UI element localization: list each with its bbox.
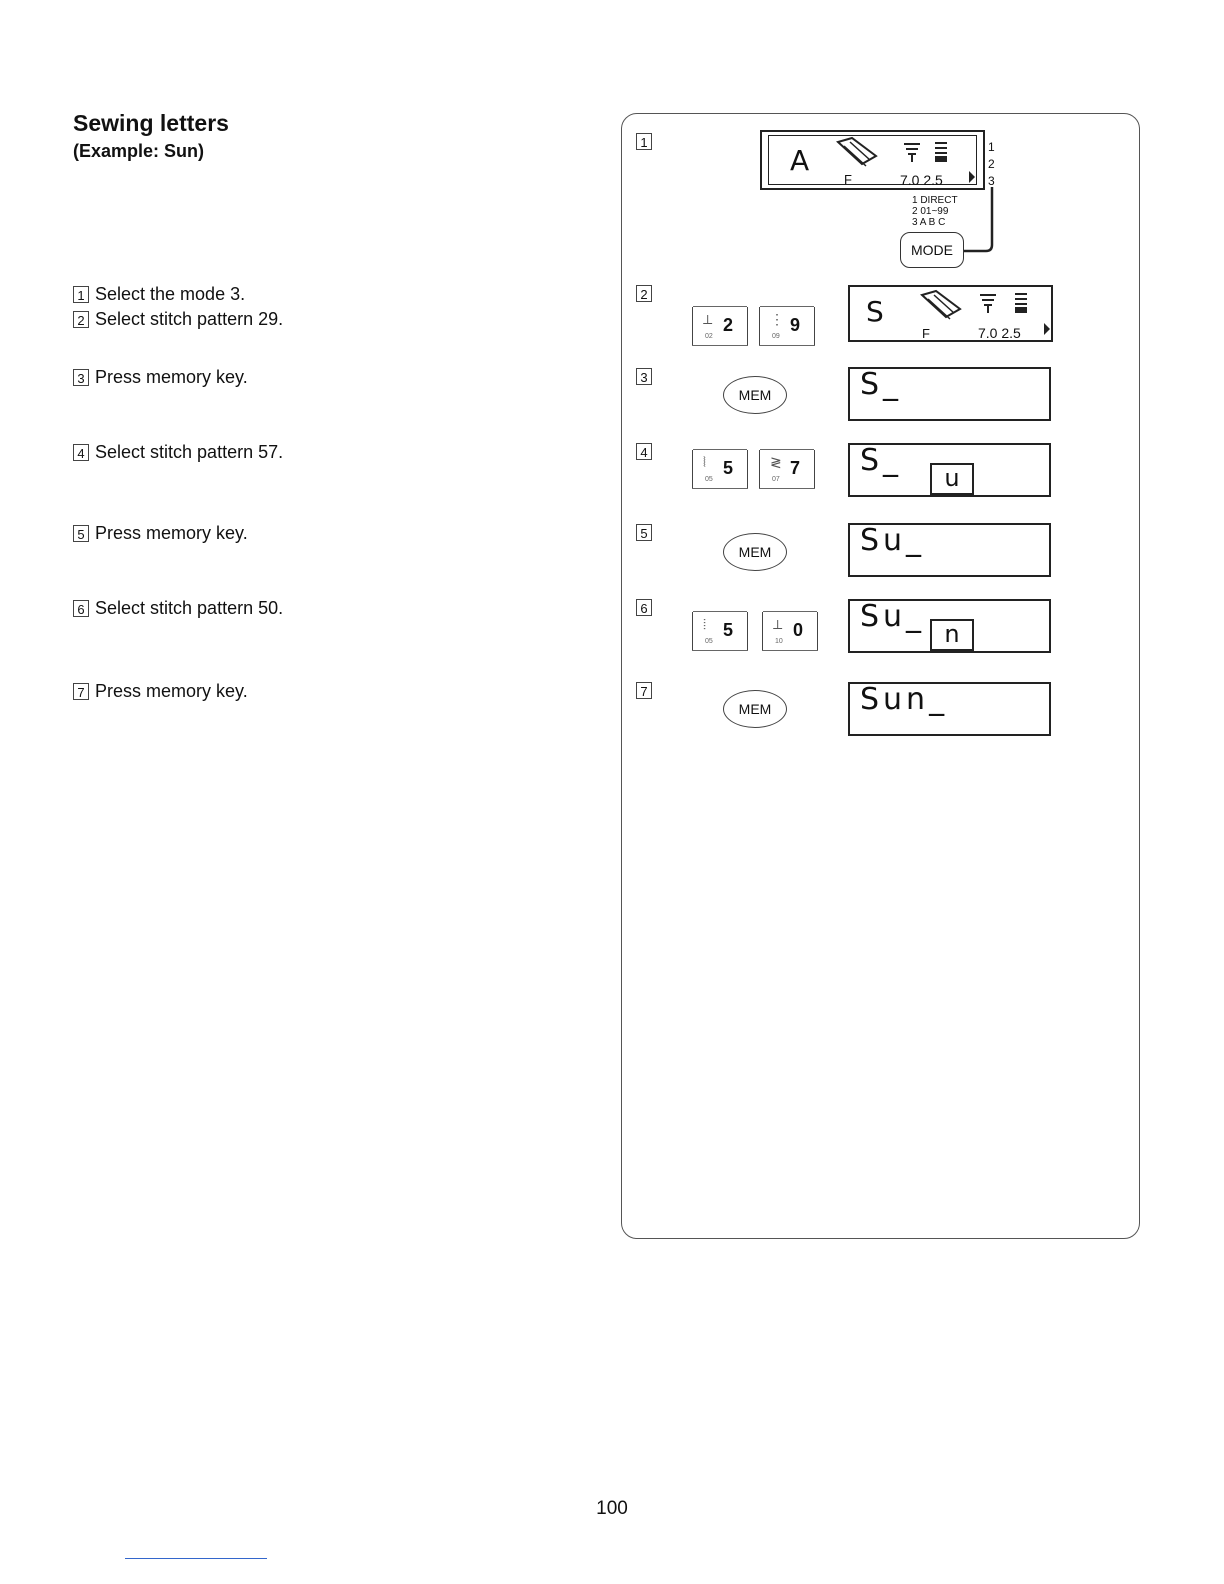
- step-4: [73, 442, 283, 463]
- key-subnumber: 05: [705, 638, 713, 645]
- key-digit: 5: [723, 458, 734, 478]
- illustration-panel: [621, 113, 1140, 1239]
- mode-legend-line: 3 A B C: [912, 217, 946, 228]
- pattern-key[interactable]: [692, 450, 748, 488]
- zigzag-stitch-icon: ⦙: [703, 616, 707, 632]
- straight-stitch-icon: ⟂: [703, 311, 713, 327]
- memory-key-button[interactable]: MEM: [723, 690, 787, 728]
- step-number: 5: [73, 525, 89, 542]
- pattern-key[interactable]: [762, 612, 818, 650]
- mode-number: 1: [988, 140, 995, 154]
- stitch-values: 7.0 2.5: [900, 172, 943, 188]
- figure-step-number: 6: [636, 599, 652, 616]
- mode-legend-line: 2 01~99: [912, 206, 949, 217]
- mode-number: 2: [988, 157, 995, 171]
- step-number: 6: [73, 600, 89, 617]
- mode-legend-line: 1 DIRECT: [912, 195, 958, 206]
- stitch-values: 7.0 2.5: [978, 325, 1021, 341]
- step-text: Press memory key.: [95, 367, 248, 387]
- presser-foot-icon: [916, 289, 966, 329]
- step-text: Select stitch pattern 50.: [95, 598, 284, 618]
- step-number: 7: [73, 683, 89, 700]
- stitch-width-icon: [902, 142, 922, 164]
- zigzag-stitch-icon: ⦚: [703, 454, 706, 470]
- mode-button[interactable]: MODE: [900, 232, 964, 268]
- key-digit: 0: [793, 620, 804, 640]
- figure-step-number: 5: [636, 524, 652, 541]
- step-2: [73, 309, 283, 330]
- key-subnumber: 09: [772, 333, 780, 340]
- pattern-key[interactable]: [692, 307, 748, 345]
- stitch-length-icon: [1014, 291, 1028, 315]
- key-digit: 9: [790, 315, 801, 335]
- lcd-text-display: [848, 443, 1051, 497]
- stitch-length-icon: [934, 140, 948, 164]
- mode-leader-line: [960, 185, 1000, 260]
- lcd-display-pattern: [848, 285, 1053, 342]
- lcd-text-display: [848, 599, 1051, 653]
- next-character-box: n: [930, 619, 974, 651]
- step-1: [73, 284, 245, 305]
- mode-number-list: [988, 139, 995, 190]
- memory-key-button[interactable]: MEM: [723, 533, 787, 571]
- play-arrow-icon: [1044, 323, 1050, 335]
- lcd-text-display: [848, 682, 1051, 736]
- lcd-text: Su_: [860, 523, 926, 558]
- step-text: Press memory key.: [95, 681, 248, 701]
- lcd-text-display: [848, 367, 1051, 421]
- memory-key-button[interactable]: MEM: [723, 376, 787, 414]
- step-text: Press memory key.: [95, 523, 248, 543]
- zigzag-stitch-icon: ≷: [770, 454, 782, 470]
- lcd-letter: S: [866, 295, 884, 328]
- key-subnumber: 10: [775, 638, 783, 645]
- page-subtitle: (Example: Sun): [73, 141, 205, 161]
- lcd-text: Sun_: [860, 682, 949, 717]
- mode-legend: [912, 195, 958, 228]
- pattern-key[interactable]: [759, 450, 815, 488]
- step-number: 1: [73, 286, 89, 303]
- presser-foot-icon: [832, 136, 882, 176]
- step-number: 2: [73, 311, 89, 328]
- foot-code: F: [922, 326, 930, 341]
- step-7: [73, 681, 248, 702]
- lcd-text: Su_: [860, 599, 926, 634]
- step-5: [73, 523, 248, 544]
- figure-step-number: 4: [636, 443, 652, 460]
- lcd-text-display: [848, 523, 1051, 577]
- foot-code: F: [844, 172, 852, 187]
- stitch-pattern-icon: ⋮: [770, 311, 784, 327]
- step-text: Select stitch pattern 29.: [95, 309, 284, 329]
- next-character-box: u: [930, 463, 974, 495]
- key-digit: 2: [723, 315, 734, 335]
- stitch-width-icon: [978, 293, 998, 315]
- key-subnumber: 02: [705, 333, 713, 340]
- lcd-text: S_: [860, 367, 903, 402]
- lcd-text: S_: [860, 443, 903, 478]
- step-number: 3: [73, 369, 89, 386]
- play-arrow-icon: [969, 171, 975, 183]
- step-number: 4: [73, 444, 89, 461]
- figure-step-number: 2: [636, 285, 652, 302]
- figure-step-number: 1: [636, 133, 652, 150]
- figure-step-number: 7: [636, 682, 652, 699]
- mode-number: 3: [988, 174, 995, 188]
- step-3: [73, 367, 248, 388]
- key-subnumber: 07: [772, 476, 780, 483]
- step-text: Select the mode 3.: [95, 284, 246, 304]
- key-subnumber: 05: [705, 476, 713, 483]
- pattern-key[interactable]: [692, 612, 748, 650]
- pattern-key[interactable]: [759, 307, 815, 345]
- straight-stitch-icon: ⟂: [773, 616, 783, 632]
- key-digit: 5: [723, 620, 734, 640]
- page-title: Sewing letters: [73, 110, 229, 136]
- key-digit: 7: [790, 458, 801, 478]
- step-text: Select stitch pattern 57.: [95, 442, 284, 462]
- step-6: [73, 598, 283, 619]
- lcd-letter: A: [790, 144, 810, 177]
- page-number: 100: [596, 1498, 628, 1519]
- lcd-display-mode: [760, 130, 985, 190]
- footer-rule: [125, 1558, 267, 1559]
- figure-step-number: 3: [636, 368, 652, 385]
